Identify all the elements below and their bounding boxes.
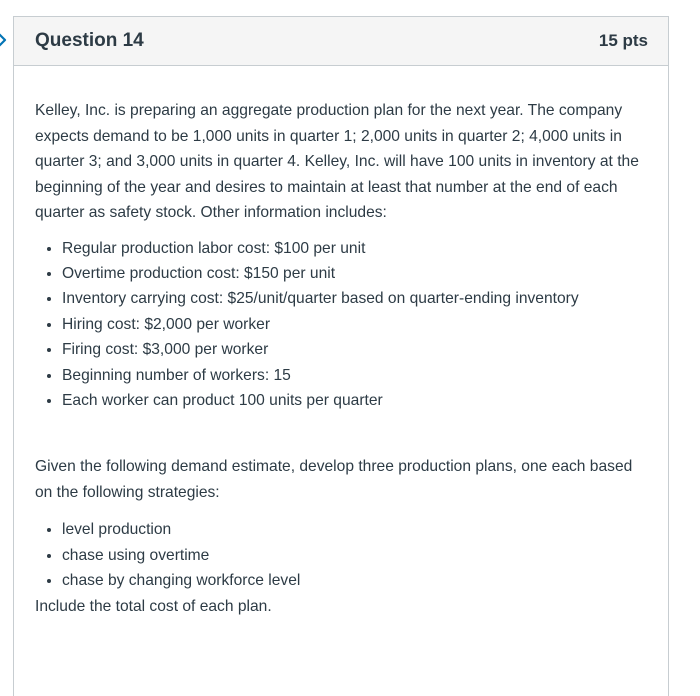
list-item: • Regular production labor cost: $100 per unit: [62, 236, 648, 261]
list-item: • Inventory carrying cost: $25/unit/quarter based on quarter-ending inventory: [62, 286, 648, 311]
question-body: [14, 66, 668, 619]
list-item: • level production: [62, 517, 648, 542]
chevron-right-icon[interactable]: [0, 30, 8, 50]
question-title: Question 14: [35, 30, 144, 51]
list-item: • Firing cost: $3,000 per worker: [62, 337, 648, 362]
list-item: • Each worker can product 100 units per quarter: [62, 388, 648, 413]
question-given: Given the following demand estimate, develop three production plans, one each based on the following strategies:: [35, 458, 633, 501]
list-item: • chase using overtime: [62, 543, 648, 568]
spacer: [35, 413, 648, 454]
question-final: Include the total cost of each plan.: [35, 597, 272, 615]
question-card: [13, 16, 669, 696]
list-item: • Beginning number of workers: 15: [62, 363, 648, 388]
question-intro: Kelley, Inc. is preparing an aggregate production plan for the next year. The company expects demand to be 1,000 units in quarter 1; 2,000 units in quarter 2; 4,000 units in quarter 3; and 3,000 units in quarter 4. Kelley, Inc. will have 100 units in inventory at the beginning of the year and desires to maintain at least that number at the end of each quarter as safety stock. Other information includes:: [35, 102, 639, 221]
list-item: • Hiring cost: $2,000 per worker: [62, 312, 648, 337]
list-item: • Overtime production cost: $150 per unit: [62, 261, 648, 286]
list-item: • chase by changing workforce level: [62, 568, 648, 593]
strategy-list: [35, 517, 648, 593]
question-points: 15 pts: [598, 31, 648, 50]
info-list: [35, 236, 648, 414]
question-header: [14, 17, 668, 66]
